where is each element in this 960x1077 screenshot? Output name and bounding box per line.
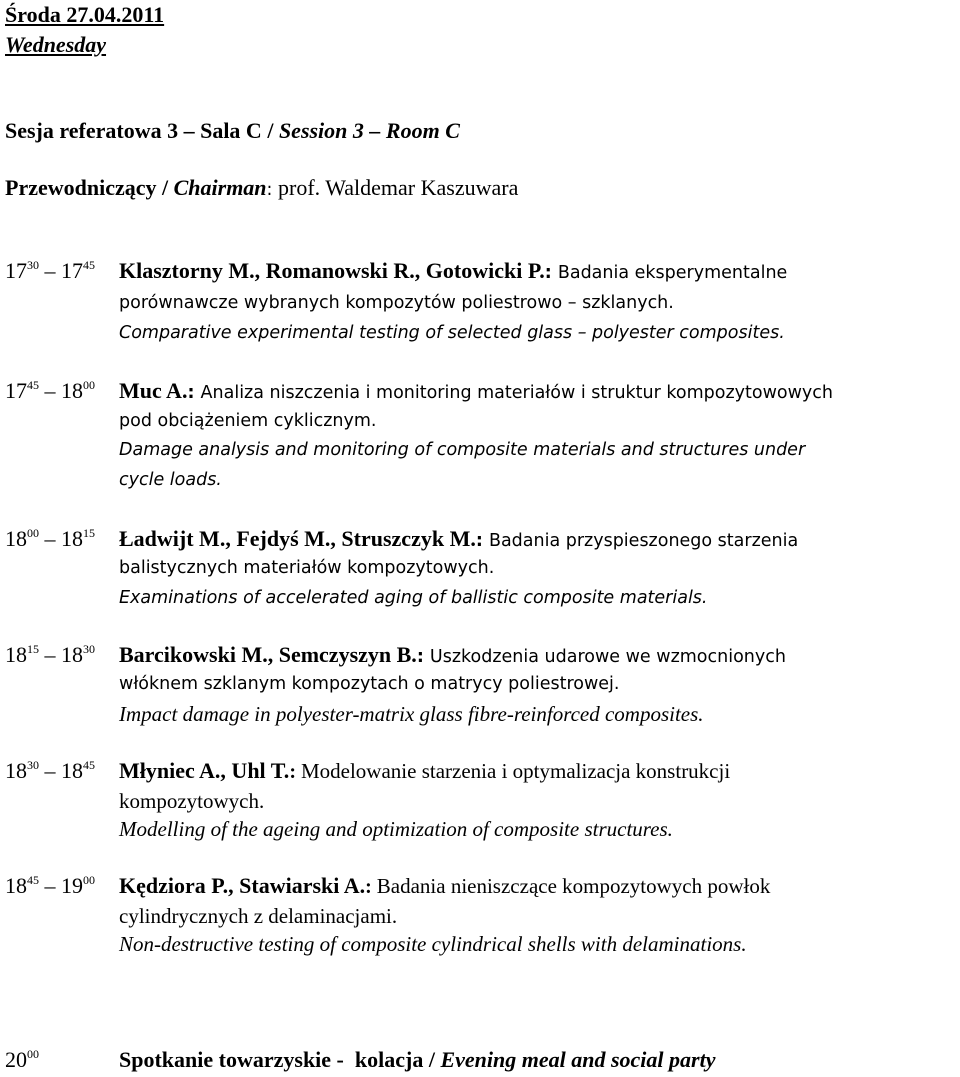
authors-colon: :	[475, 531, 489, 551]
start-hour: 17	[5, 258, 27, 283]
end-hour: 18	[61, 642, 83, 667]
talk-title-en: Non-destructive testing of composite cylindrical shells with delaminations.	[119, 932, 747, 956]
start-minute: 30	[27, 258, 39, 272]
talk-authors: Barcikowski M., Semczyszyn B.	[119, 642, 417, 667]
time-dash: –	[44, 642, 56, 667]
session-pl: Sesja referatowa 3 – Sala C /	[5, 118, 279, 143]
talk-authors-line	[119, 378, 833, 404]
talk-authors: Klasztorny M., Romanowski R., Gotowicki P.	[119, 258, 545, 283]
end-minute: 45	[83, 758, 95, 772]
end-minute: 00	[83, 378, 95, 392]
time-dash: –	[44, 526, 56, 551]
chair-line	[5, 175, 518, 201]
talk-title-pl-cont: balistycznych materiałów kompozytowych.	[119, 558, 495, 578]
authors-colon: :	[365, 876, 377, 898]
session-heading	[5, 118, 460, 144]
day-heading	[5, 32, 106, 58]
chair-label-en: Chairman	[173, 175, 267, 200]
talk-time	[5, 758, 95, 784]
talk-authors: Muc A.	[119, 378, 188, 403]
end-hour: 19	[61, 873, 83, 898]
talk-title-pl-cont: cylindrycznych z delaminacjami.	[119, 904, 398, 928]
talk-time	[5, 642, 95, 668]
chair-label-pl: Przewodniczący /	[5, 175, 174, 200]
talk-title-en: Modelling of the ageing and optimization of composite structures.	[119, 817, 673, 841]
talk-title-pl-cont: włóknem szklanym kompozytach o matrycy poliestrowej.	[119, 674, 620, 694]
end-hour: 18	[61, 378, 83, 403]
start-minute: 45	[27, 873, 39, 887]
end-minute: 30	[83, 642, 95, 656]
closing-minute: 00	[27, 1047, 39, 1061]
time-dash: –	[44, 758, 56, 783]
chair-name: prof. Waldemar Kaszuwara	[278, 175, 519, 200]
start-hour: 18	[5, 873, 27, 898]
start-hour: 17	[5, 378, 27, 403]
authors-colon: :	[544, 263, 558, 283]
start-minute: 45	[27, 378, 39, 392]
talk-title-pl-cont: kompozytowych.	[119, 789, 265, 813]
day-text: Wednesday	[5, 32, 107, 57]
talk-time	[5, 873, 95, 899]
talk-title-en: Examinations of accelerated aging of ballistic composite materials.	[119, 588, 708, 608]
talk-title-en: Damage analysis and monitoring of composite materials and structures under	[119, 440, 806, 460]
authors-colon: :	[289, 761, 301, 783]
authors-colon: :	[416, 647, 430, 667]
start-minute: 15	[27, 642, 39, 656]
closing-event	[119, 1047, 715, 1073]
talk-time	[5, 378, 95, 404]
date-text: Środa 27.04.2011	[5, 2, 165, 27]
talk-authors: Kędziora P., Stawiarski A.	[119, 873, 366, 898]
chair-sep: :	[266, 180, 279, 200]
talk-authors: Młyniec A., Uhl T.	[119, 758, 290, 783]
talk-title-en: Impact damage in polyester-matrix glass fibre-reinforced composites.	[119, 702, 704, 726]
talk-authors-line	[119, 642, 786, 668]
talk-authors-line	[119, 526, 798, 552]
talk-title-pl-cont: porównawcze wybranych kompozytów poliestrowo – szklanych.	[119, 293, 674, 313]
time-dash: –	[44, 258, 56, 283]
talk-title-en-cont: cycle loads.	[119, 470, 222, 490]
end-hour: 17	[61, 258, 83, 283]
talk-authors-line	[119, 758, 730, 784]
talk-title-pl-cont: pod obciążeniem cyklicznym.	[119, 411, 377, 431]
time-dash: –	[44, 378, 56, 403]
end-hour: 18	[61, 526, 83, 551]
date-heading	[5, 2, 164, 28]
end-minute: 00	[83, 873, 95, 887]
start-hour: 18	[5, 758, 27, 783]
talk-title-pl: Uszkodzenia udarowe we wzmocnionych	[429, 647, 786, 667]
talk-time	[5, 258, 95, 284]
closing-hour: 20	[5, 1047, 27, 1072]
start-minute: 00	[27, 526, 39, 540]
talk-title-pl: Badania przyspieszonego starzenia	[488, 531, 799, 551]
talk-title-en: Comparative experimental testing of selected glass – polyester composites.	[119, 323, 785, 343]
talk-authors: Ładwijt M., Fejdyś M., Struszczyk M.	[119, 526, 476, 551]
talk-title-pl: Badania nieniszczące kompozytowych powłok	[376, 874, 771, 898]
talk-title-pl: Badania eksperymentalne	[557, 263, 788, 283]
talk-title-pl: Modelowanie starzenia i optymalizacja konstrukcji	[300, 759, 731, 783]
time-dash: –	[44, 873, 56, 898]
start-hour: 18	[5, 642, 27, 667]
authors-colon: :	[187, 383, 201, 403]
end-hour: 18	[61, 758, 83, 783]
closing-time	[5, 1047, 39, 1073]
session-en: Session 3 – Room C	[278, 118, 460, 143]
start-minute: 30	[27, 758, 39, 772]
talk-title-pl: Analiza niszczenia i monitoring materiałów i struktur kompozytowowych	[200, 383, 833, 403]
end-minute: 45	[83, 258, 95, 272]
end-minute: 15	[83, 526, 95, 540]
start-hour: 18	[5, 526, 27, 551]
talk-time	[5, 526, 95, 552]
talk-authors-line	[119, 873, 770, 899]
talk-authors-line	[119, 258, 787, 284]
closing-event-pl: Spotkanie towarzyskie - kolacja /	[119, 1047, 441, 1072]
closing-event-en: Evening meal and social party	[440, 1047, 716, 1072]
